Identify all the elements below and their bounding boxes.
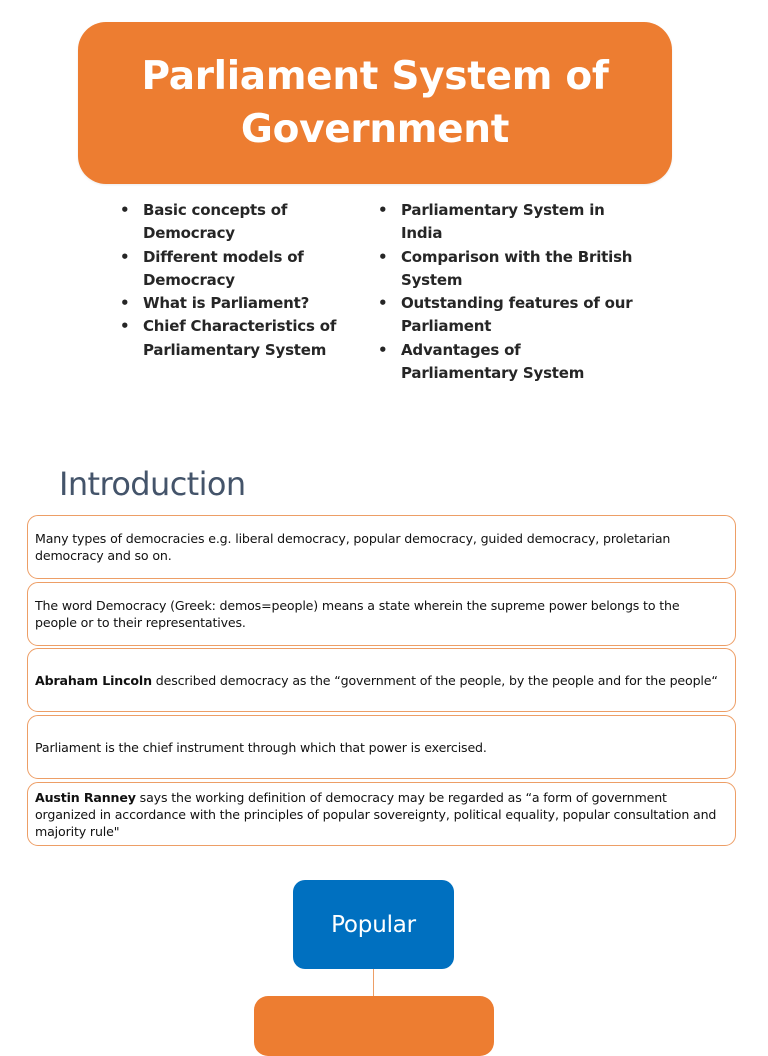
topic-item (120, 246, 382, 293)
intro-box (27, 515, 736, 579)
intro-box (27, 648, 736, 712)
diagram-connector (373, 969, 374, 996)
topic-text: Different models of Democracy (143, 247, 304, 289)
page-title: Parliament System of Government (141, 54, 609, 152)
topic-text: Outstanding features of our Parliament (401, 294, 633, 336)
intro-text (35, 672, 718, 689)
topics-list-right (378, 199, 640, 385)
intro-box (27, 715, 736, 779)
topic-item (120, 292, 382, 315)
intro-body: Many types of democracies e.g. liberal democracy, popular democracy, guided democracy, proletarian democracy and so on. (35, 531, 671, 563)
topic-text: Advantages of Parliamentary System (401, 340, 585, 383)
topic-item (120, 315, 382, 362)
intro-text (35, 739, 487, 756)
topic-item (378, 199, 640, 246)
intro-body: Parliament is the chief instrument through which that power is exercised. (35, 739, 487, 755)
diagram-node-orange (254, 996, 494, 1056)
intro-body: described democracy as the “government of the people, by the people and for the people“ (151, 672, 718, 688)
topic-text: Comparison with the British System (401, 247, 633, 289)
intro-body: says the working definition of democracy may be regarded as “a form of government organized in accordance with the principles of popular sovereignty, political equality, popular consultation and majority rule" (35, 789, 717, 839)
topic-item (378, 246, 640, 293)
intro-text (35, 789, 725, 840)
introduction-heading: Introduction (59, 465, 246, 503)
intro-box (27, 782, 736, 846)
intro-lead: Abraham Lincoln (35, 672, 152, 688)
topic-text: Chief Characteristics of Parliamentary System (143, 317, 337, 359)
bullet-icon: • (120, 317, 130, 336)
intro-box (27, 582, 736, 646)
popular-node (293, 880, 454, 969)
topic-text: What is Parliament? (143, 294, 310, 313)
bullet-icon: • (378, 340, 388, 359)
popular-label: Popular (331, 911, 416, 938)
intro-body: The word Democracy (Greek: demos=people) means a state wherein the supreme power belongs to the people or to their representatives. (35, 598, 680, 630)
bullet-icon: • (120, 294, 130, 313)
bullet-icon: • (378, 247, 388, 266)
title-banner (78, 22, 672, 184)
intro-lead: Austin Ranney (35, 789, 136, 805)
bullet-icon: • (120, 201, 130, 219)
topic-item (378, 339, 640, 386)
bullet-icon: • (378, 294, 388, 313)
topics-list-left (120, 199, 382, 362)
topic-item (120, 199, 382, 246)
topic-text: Parliamentary System in India (401, 201, 605, 243)
topic-item (378, 292, 640, 339)
intro-text (35, 530, 725, 564)
topic-text: Basic concepts of Democracy (143, 201, 288, 243)
intro-text (35, 597, 725, 631)
bullet-icon: • (120, 247, 130, 266)
bullet-icon: • (378, 201, 388, 219)
